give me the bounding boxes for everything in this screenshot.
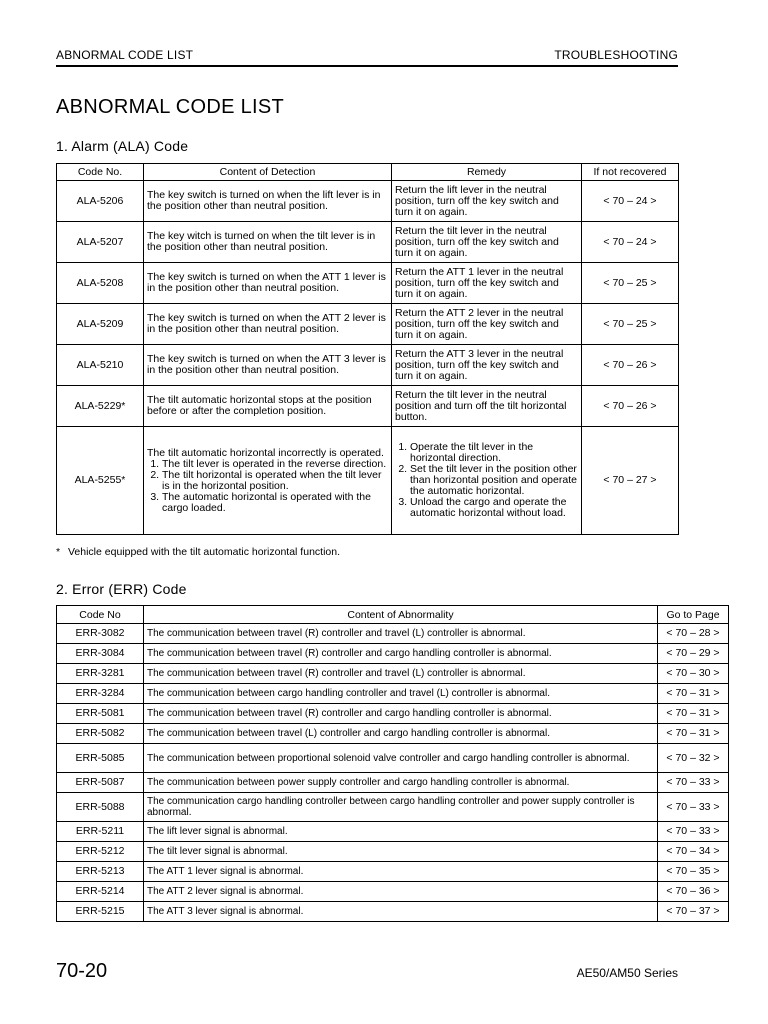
err-code-cell: ERR-5215 — [57, 902, 144, 922]
ala-code-cell: ALA-5207 — [57, 222, 144, 263]
err-content-cell: The ATT 3 lever signal is abnormal. — [144, 902, 658, 922]
footnote — [56, 546, 340, 558]
ala-code-cell: ALA-5210 — [57, 345, 144, 386]
ala-remedy-cell: Return the tilt lever in the neutral position, turn off the key switch and turn it on again. — [392, 222, 582, 263]
ala-page-cell: < 70 – 24 > — [582, 181, 679, 222]
table-row — [57, 822, 729, 842]
page-header — [56, 48, 678, 67]
table-row — [57, 842, 729, 862]
err-code-cell: ERR-5085 — [57, 744, 144, 773]
err-page-cell: < 70 – 32 > — [658, 744, 729, 773]
ala-detection-cell: The tilt automatic horizontal stops at the position before or after the completion position. — [144, 386, 392, 427]
err-code-cell: ERR-5088 — [57, 793, 144, 822]
ala-remedy-cell: Return the ATT 1 lever in the neutral position, turn off the key switch and turn it on again. — [392, 263, 582, 304]
ala-detection-cell — [144, 427, 392, 535]
ala-page-cell: < 70 – 24 > — [582, 222, 679, 263]
err-page-cell: < 70 – 28 > — [658, 624, 729, 644]
err-content-cell: The ATT 2 lever signal is abnormal. — [144, 882, 658, 902]
list-item: 1. The tilt lever is operated in the reverse direction. — [162, 459, 388, 470]
table-row — [57, 882, 729, 902]
ala-remedy-list — [395, 442, 578, 519]
table-row — [57, 345, 679, 386]
ala-col-remedy: Remedy — [392, 164, 582, 181]
table-row — [57, 744, 729, 773]
table-row — [57, 304, 679, 345]
table-row — [57, 862, 729, 882]
err-content-cell: The communication between travel (R) controller and travel (L) controller is abnormal. — [144, 624, 658, 644]
err-content-cell: The lift lever signal is abnormal. — [144, 822, 658, 842]
ala-detection-cell: The key switch is turned on when the ATT 2 lever is in the position other than neutral position. — [144, 304, 392, 345]
header-section-title: ABNORMAL CODE LIST — [56, 48, 194, 62]
err-code-cell: ERR-5212 — [57, 842, 144, 862]
ala-col-code: Code No. — [57, 164, 144, 181]
ala-section-heading: 1. Alarm (ALA) Code — [56, 138, 189, 154]
table-row — [57, 386, 679, 427]
ala-remedy-cell: Return the ATT 2 lever in the neutral position, turn off the key switch and turn it on again. — [392, 304, 582, 345]
ala-remedy-cell: Return the ATT 3 lever in the neutral position, turn off the key switch and turn it on again. — [392, 345, 582, 386]
table-row — [57, 624, 729, 644]
ala-detection-cell: The key switch is turned on when the lift lever is in the position other than neutral position. — [144, 181, 392, 222]
err-page-cell: < 70 – 33 > — [658, 793, 729, 822]
err-col-code: Code No — [57, 606, 144, 624]
list-item: 3. The automatic horizontal is operated with the cargo loaded. — [162, 492, 388, 514]
ala-detection-list — [147, 459, 388, 514]
ala-page-cell: < 70 – 25 > — [582, 304, 679, 345]
err-code-cell: ERR-3082 — [57, 624, 144, 644]
err-content-cell: The ATT 1 lever signal is abnormal. — [144, 862, 658, 882]
table-row — [57, 664, 729, 684]
ala-page-cell: < 70 – 25 > — [582, 263, 679, 304]
table-row — [57, 263, 679, 304]
page-number: 70-20 — [56, 960, 108, 982]
table-row — [57, 181, 679, 222]
ala-code-cell: ALA-5255* — [57, 427, 144, 535]
ala-col-page: If not recovered — [582, 164, 679, 181]
err-content-cell: The communication between travel (R) controller and cargo handling controller is abnormal. — [144, 644, 658, 664]
err-content-cell: The communication cargo handling controller between cargo handling controller and power supply controller is abnormal. — [144, 793, 658, 822]
err-code-cell: ERR-5081 — [57, 704, 144, 724]
err-page-cell: < 70 – 33 > — [658, 773, 729, 793]
list-item: 1. Operate the tilt lever in the horizontal direction. — [410, 442, 578, 464]
err-code-cell: ERR-3281 — [57, 664, 144, 684]
ala-page-cell: < 70 – 26 > — [582, 345, 679, 386]
err-table-header-row — [57, 606, 729, 624]
ala-remedy-cell: Return the tilt lever in the neutral position and turn off the tilt horizontal button. — [392, 386, 582, 427]
table-row — [57, 793, 729, 822]
err-col-content: Content of Abnormality — [144, 606, 658, 624]
err-page-cell: < 70 – 34 > — [658, 842, 729, 862]
err-code-cell: ERR-5082 — [57, 724, 144, 744]
table-row — [57, 704, 729, 724]
list-item: 2. Set the tilt lever in the position other than horizontal position and operate the automatic horizontal. — [410, 464, 578, 497]
table-row — [57, 724, 729, 744]
table-row — [57, 684, 729, 704]
footnote-text: Vehicle equipped with the tilt automatic horizontal function. — [68, 546, 341, 558]
err-page-cell: < 70 – 31 > — [658, 724, 729, 744]
ala-col-detection: Content of Detection — [144, 164, 392, 181]
err-page-cell: < 70 – 36 > — [658, 882, 729, 902]
err-page-cell: < 70 – 33 > — [658, 822, 729, 842]
ala-detection-cell: The key witch is turned on when the tilt lever is in the position other than neutral position. — [144, 222, 392, 263]
err-code-cell: ERR-5211 — [57, 822, 144, 842]
ala-remedy-cell — [392, 427, 582, 535]
err-content-cell: The communication between travel (R) controller and cargo handling controller is abnormal. — [144, 704, 658, 724]
err-page-cell: < 70 – 30 > — [658, 664, 729, 684]
err-page-cell: < 70 – 31 > — [658, 704, 729, 724]
ala-detection-intro: The tilt automatic horizontal incorrectly is operated. — [147, 446, 384, 459]
ala-page-cell: < 70 – 26 > — [582, 386, 679, 427]
ala-table-header-row — [57, 164, 679, 181]
list-item: 3. Unload the cargo and operate the automatic horizontal without load. — [410, 497, 578, 519]
ala-code-cell: ALA-5206 — [57, 181, 144, 222]
table-row — [57, 222, 679, 263]
header-chapter-title: TROUBLESHOOTING — [554, 48, 678, 62]
ala-detection-cell: The key switch is turned on when the ATT 1 lever is in the position other than neutral position. — [144, 263, 392, 304]
err-code-cell: ERR-5214 — [57, 882, 144, 902]
footnote-star: * — [56, 546, 61, 558]
err-content-cell: The communication between cargo handling controller and travel (L) controller is abnormal. — [144, 684, 658, 704]
err-code-cell: ERR-3284 — [57, 684, 144, 704]
err-col-page: Go to Page — [658, 606, 729, 624]
err-content-cell: The communication between travel (R) controller and travel (L) controller is abnormal. — [144, 664, 658, 684]
err-page-cell: < 70 – 37 > — [658, 902, 729, 922]
page-title: ABNORMAL CODE LIST — [56, 96, 285, 118]
ala-detection-cell: The key switch is turned on when the ATT 3 lever is in the position other than neutral position. — [144, 345, 392, 386]
table-row — [57, 902, 729, 922]
table-row — [57, 427, 679, 535]
table-row — [57, 773, 729, 793]
err-page-cell: < 70 – 29 > — [658, 644, 729, 664]
err-content-cell: The communication between travel (L) controller and cargo handling controller is abnormal. — [144, 724, 658, 744]
list-item: 2. The tilt horizontal is operated when the tilt lever is in the horizontal position. — [162, 470, 388, 492]
err-page-cell: < 70 – 31 > — [658, 684, 729, 704]
err-code-table — [56, 605, 729, 922]
series-name: AE50/AM50 Series — [576, 966, 678, 980]
err-content-cell: The tilt lever signal is abnormal. — [144, 842, 658, 862]
ala-remedy-cell: Return the lift lever in the neutral position, turn off the key switch and turn it on again. — [392, 181, 582, 222]
err-section-heading: 2. Error (ERR) Code — [56, 581, 187, 597]
err-content-cell: The communication between power supply controller and cargo handling controller is abnormal. — [144, 773, 658, 793]
ala-code-cell: ALA-5209 — [57, 304, 144, 345]
ala-page-cell: < 70 – 27 > — [582, 427, 679, 535]
err-code-cell: ERR-3084 — [57, 644, 144, 664]
err-page-cell: < 70 – 35 > — [658, 862, 729, 882]
ala-code-table — [56, 163, 679, 535]
ala-code-cell: ALA-5229* — [57, 386, 144, 427]
err-content-cell: The communication between proportional solenoid valve controller and cargo handling controller is abnormal. — [144, 744, 658, 773]
err-code-cell: ERR-5213 — [57, 862, 144, 882]
ala-code-cell: ALA-5208 — [57, 263, 144, 304]
err-code-cell: ERR-5087 — [57, 773, 144, 793]
table-row — [57, 644, 729, 664]
